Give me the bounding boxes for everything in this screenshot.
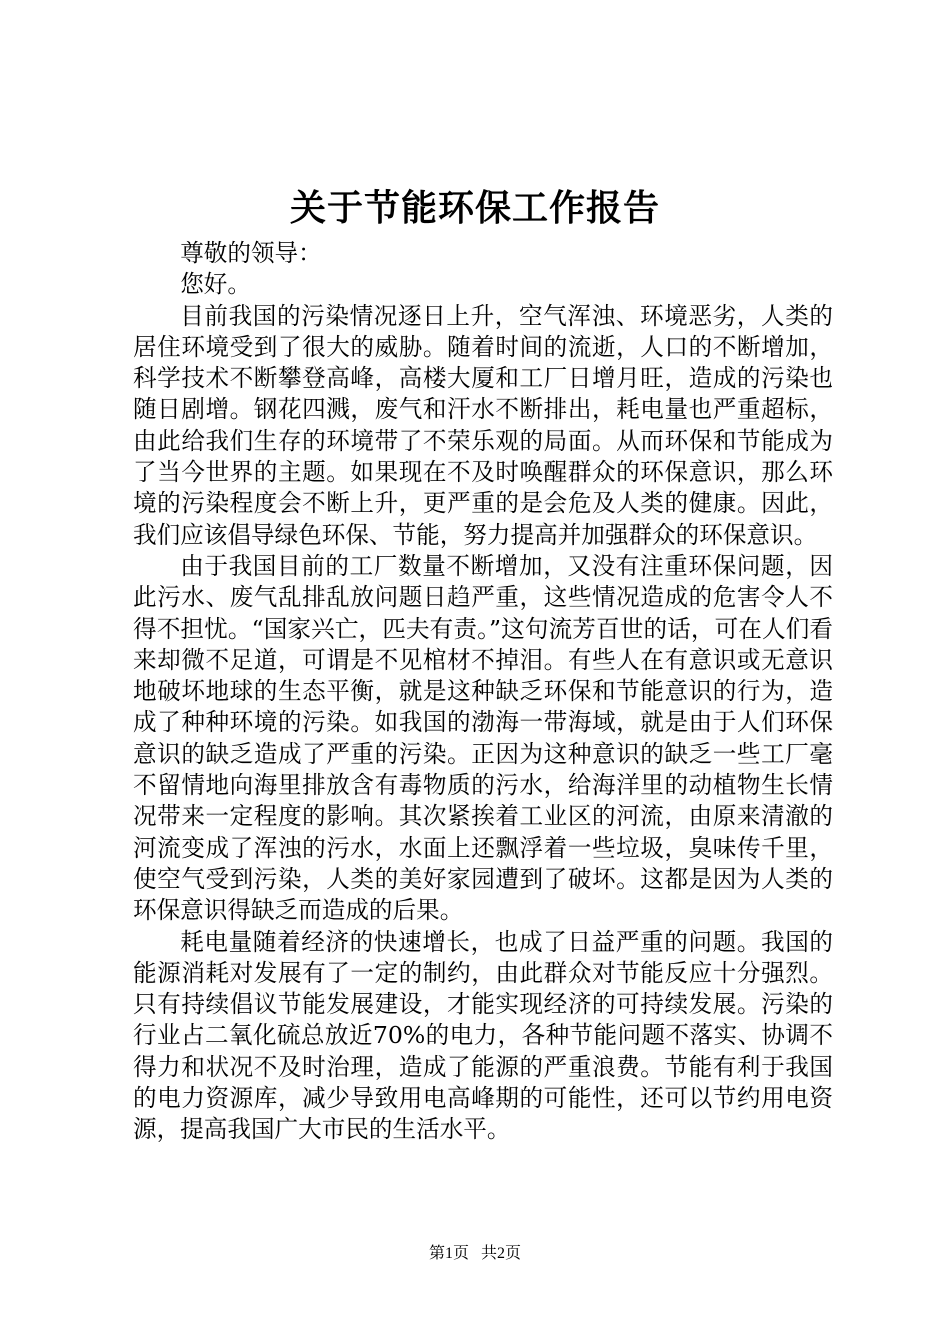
document-body bbox=[133, 238, 833, 1146]
page-total: 共2页 bbox=[481, 1245, 522, 1262]
body-paragraph: 目前我国的污染情况逐日上升，空气浑浊、环境恶劣，人类的居住环境受到了很大的威胁。随着时间的流逝，人口的不断增加，科学技术不断攀登高峰，高楼大厦和工厂日增月旺，造成的污染也随日剧增。钢花四溅，废气和汗水不断排出，耗电量也严重超标，由此给我们生存的环境带了不荣乐观的局面。从而环保和节能成为了当今世界的主题。如果现在不及时唤醒群众的环保意识，那么环境的污染程度会不断上升，更严重的是会危及人类的健康。因此，我们应该倡导绿色环保、节能，努力提高并加强群众的环保意识。 bbox=[133, 301, 833, 549]
page-number: 第1页 bbox=[428, 1245, 469, 1262]
body-paragraph: 由于我国目前的工厂数量不断增加，又没有注重环保问题，因此污水、废气乱排乱放问题日趋严重，这些情况造成的危害令人不得不担忧。“国家兴亡，匹夫有责。”这句流芳百世的话，可在人们看来却微不足道，可谓是不见棺材不掉泪。有些人在有意识或无意识地破坏地球的生态平衡，就是这种缺乏环保和节能意识的行为，造成了种种环境的污染。如我国的渤海一带海域，就是由于人们环保意识的缺乏造成了严重的污染。正因为这种意识的缺乏一些工厂毫不留情地向海里排放含有毒物质的污水，给海洋里的动植物生长情况带来一定程度的影响。其次紧挨着工业区的河流，由原来清澈的河流变成了浑浊的污水，水面上还飘浮着一些垃圾，臭味传千里，使空气受到污染，人类的美好家园遭到了破坏。这都是因为人类的环保意识得缺乏而造成的后果。 bbox=[133, 551, 833, 925]
greeting: 您好。 bbox=[180, 270, 251, 299]
body-paragraph: 耗电量随着经济的快速增长，也成了日益严重的问题。我国的能源消耗对发展有了一定的制约，由此群众对节能反应十分强烈。只有持续倡议节能发展建设，才能实现经济的可持续发展。污染的行业占二氧化硫总放近70%的电力，各种节能问题不落实、协调不得力和状况不及时治理，造成了能源的严重浪费。节能有利于我国的电力资源库，减少导致用电高峰期的可能性，还可以节约用电资源，提高我国广大市民的生活水平。 bbox=[133, 927, 833, 1144]
page-footer bbox=[0, 1242, 950, 1266]
document-title: 关于节能环保工作报告 bbox=[289, 187, 660, 229]
salutation: 尊敬的领导： bbox=[180, 239, 322, 267]
